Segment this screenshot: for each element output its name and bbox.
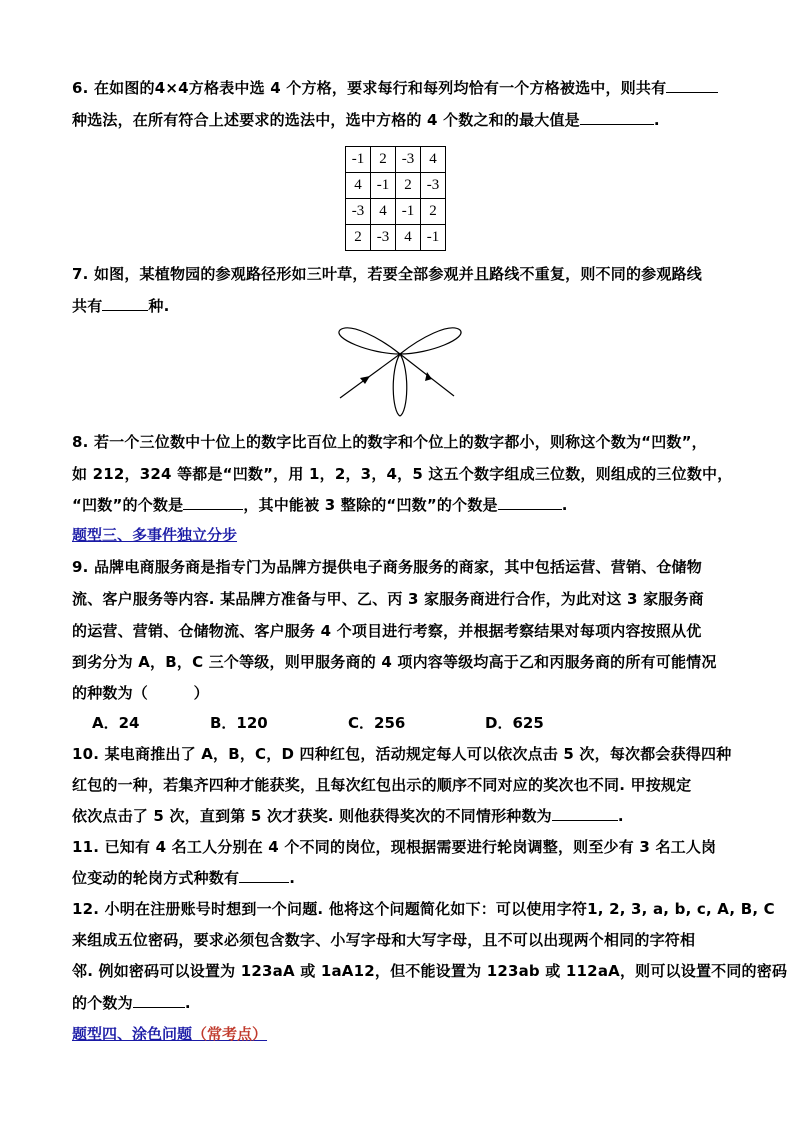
- q9-option-d: D．625: [485, 714, 544, 732]
- q8-line3: “凹数”的个数是 ，其中能被 3 整除的“凹数”的个数是 .: [72, 496, 568, 514]
- q12-line3: 邻. 例如密码可以设置为 123aA 或 1aA12，但不能设置为 123ab 或 112aA，则可以设置不同的密码: [72, 962, 788, 980]
- q8-line1: 8. 若一个三位数中十位上的数字比百位上的数字和个位上的数字都小，则称这个数为“凹数”，: [72, 433, 707, 451]
- q12-line1: 12. 小明在注册账号时想到一个问题. 他将这个问题简化如下：可以使用字符1, 2, 3, a, b, c, A, B, C: [72, 900, 775, 918]
- q10-line1: 10. 某电商推出了 A，B，C，D 四种红包，活动规定每人可以依次点击 5 次，每次都会获得四种: [72, 745, 732, 763]
- section-heading-4: 题型四、涂色问题（常考点）: [72, 1025, 268, 1043]
- q9-line2: 流、客户服务等内容. 某品牌方准备与甲、乙、丙 3 家服务商进行合作，为此对这 3 家服务商: [72, 590, 704, 608]
- q12-line4: 的个数为 .: [72, 994, 191, 1012]
- q9-option-c: C．256: [348, 714, 406, 732]
- q9-option-a: A．24: [92, 714, 140, 732]
- q9-line1: 9. 品牌电商服务商是指专门为品牌方提供电子商务服务的商家，其中包括运营、营销、仓储物: [72, 558, 702, 576]
- q9-line5: 的种数为（ ）: [72, 684, 209, 702]
- q11-line1: 11. 已知有 4 名工人分别在 4 个不同的岗位，现根据需要进行轮岗调整，则至少有 3 名工人岗: [72, 838, 717, 856]
- q12-line2: 来组成五位密码，要求必须包含数字、小写字母和大写字母，且不可以出现两个相同的字符相: [72, 931, 696, 949]
- clover-path-diagram: [330, 320, 470, 420]
- q7-line1: 7. 如图，某植物园的参观路径形如三叶草，若要全部参观并且路线不重复，则不同的参观路线: [72, 265, 702, 283]
- section-heading-3: 题型三、多事件独立分步: [72, 526, 238, 544]
- q8-line2: 如 212，324 等都是“凹数”，用 1，2，3，4，5 这五个数字组成三位数，则组成的三位数中，: [72, 465, 733, 483]
- number-grid: -1 2 -3 4 4 -1 2 -3 -3 4 -1 2 2 -3 4 -1: [345, 146, 446, 251]
- q6-line1: 6. 在如图的4×4方格表中选 4 个方格，要求每行和每列均恰有一个方格被选中，则共有: [72, 78, 718, 98]
- q9-option-b: B．120: [210, 714, 268, 732]
- q11-line2: 位变动的轮岗方式种数有 .: [72, 869, 296, 887]
- q7-line2: 共有 种.: [72, 297, 170, 315]
- q6-line2: 种选法，在所有符合上述要求的选法中，选中方格的 4 个数之和的最大值是 .: [72, 111, 660, 129]
- q9-line3: 的运营、营销、仓储物流、客户服务 4 个项目进行考察，并根据考察结果对每项内容按照从优: [72, 622, 702, 640]
- q10-line2: 红包的一种，若集齐四种才能获奖，且每次红包出示的顺序不同对应的奖次也不同. 甲按规定: [72, 776, 692, 794]
- q10-line3: 依次点击了 5 次，直到第 5 次才获奖. 则他获得奖次的不同情形种数为 .: [72, 807, 624, 825]
- q9-line4: 到劣分为 A，B，C 三个等级，则甲服务商的 4 项内容等级均高于乙和丙服务商的所有可能情况: [72, 653, 717, 671]
